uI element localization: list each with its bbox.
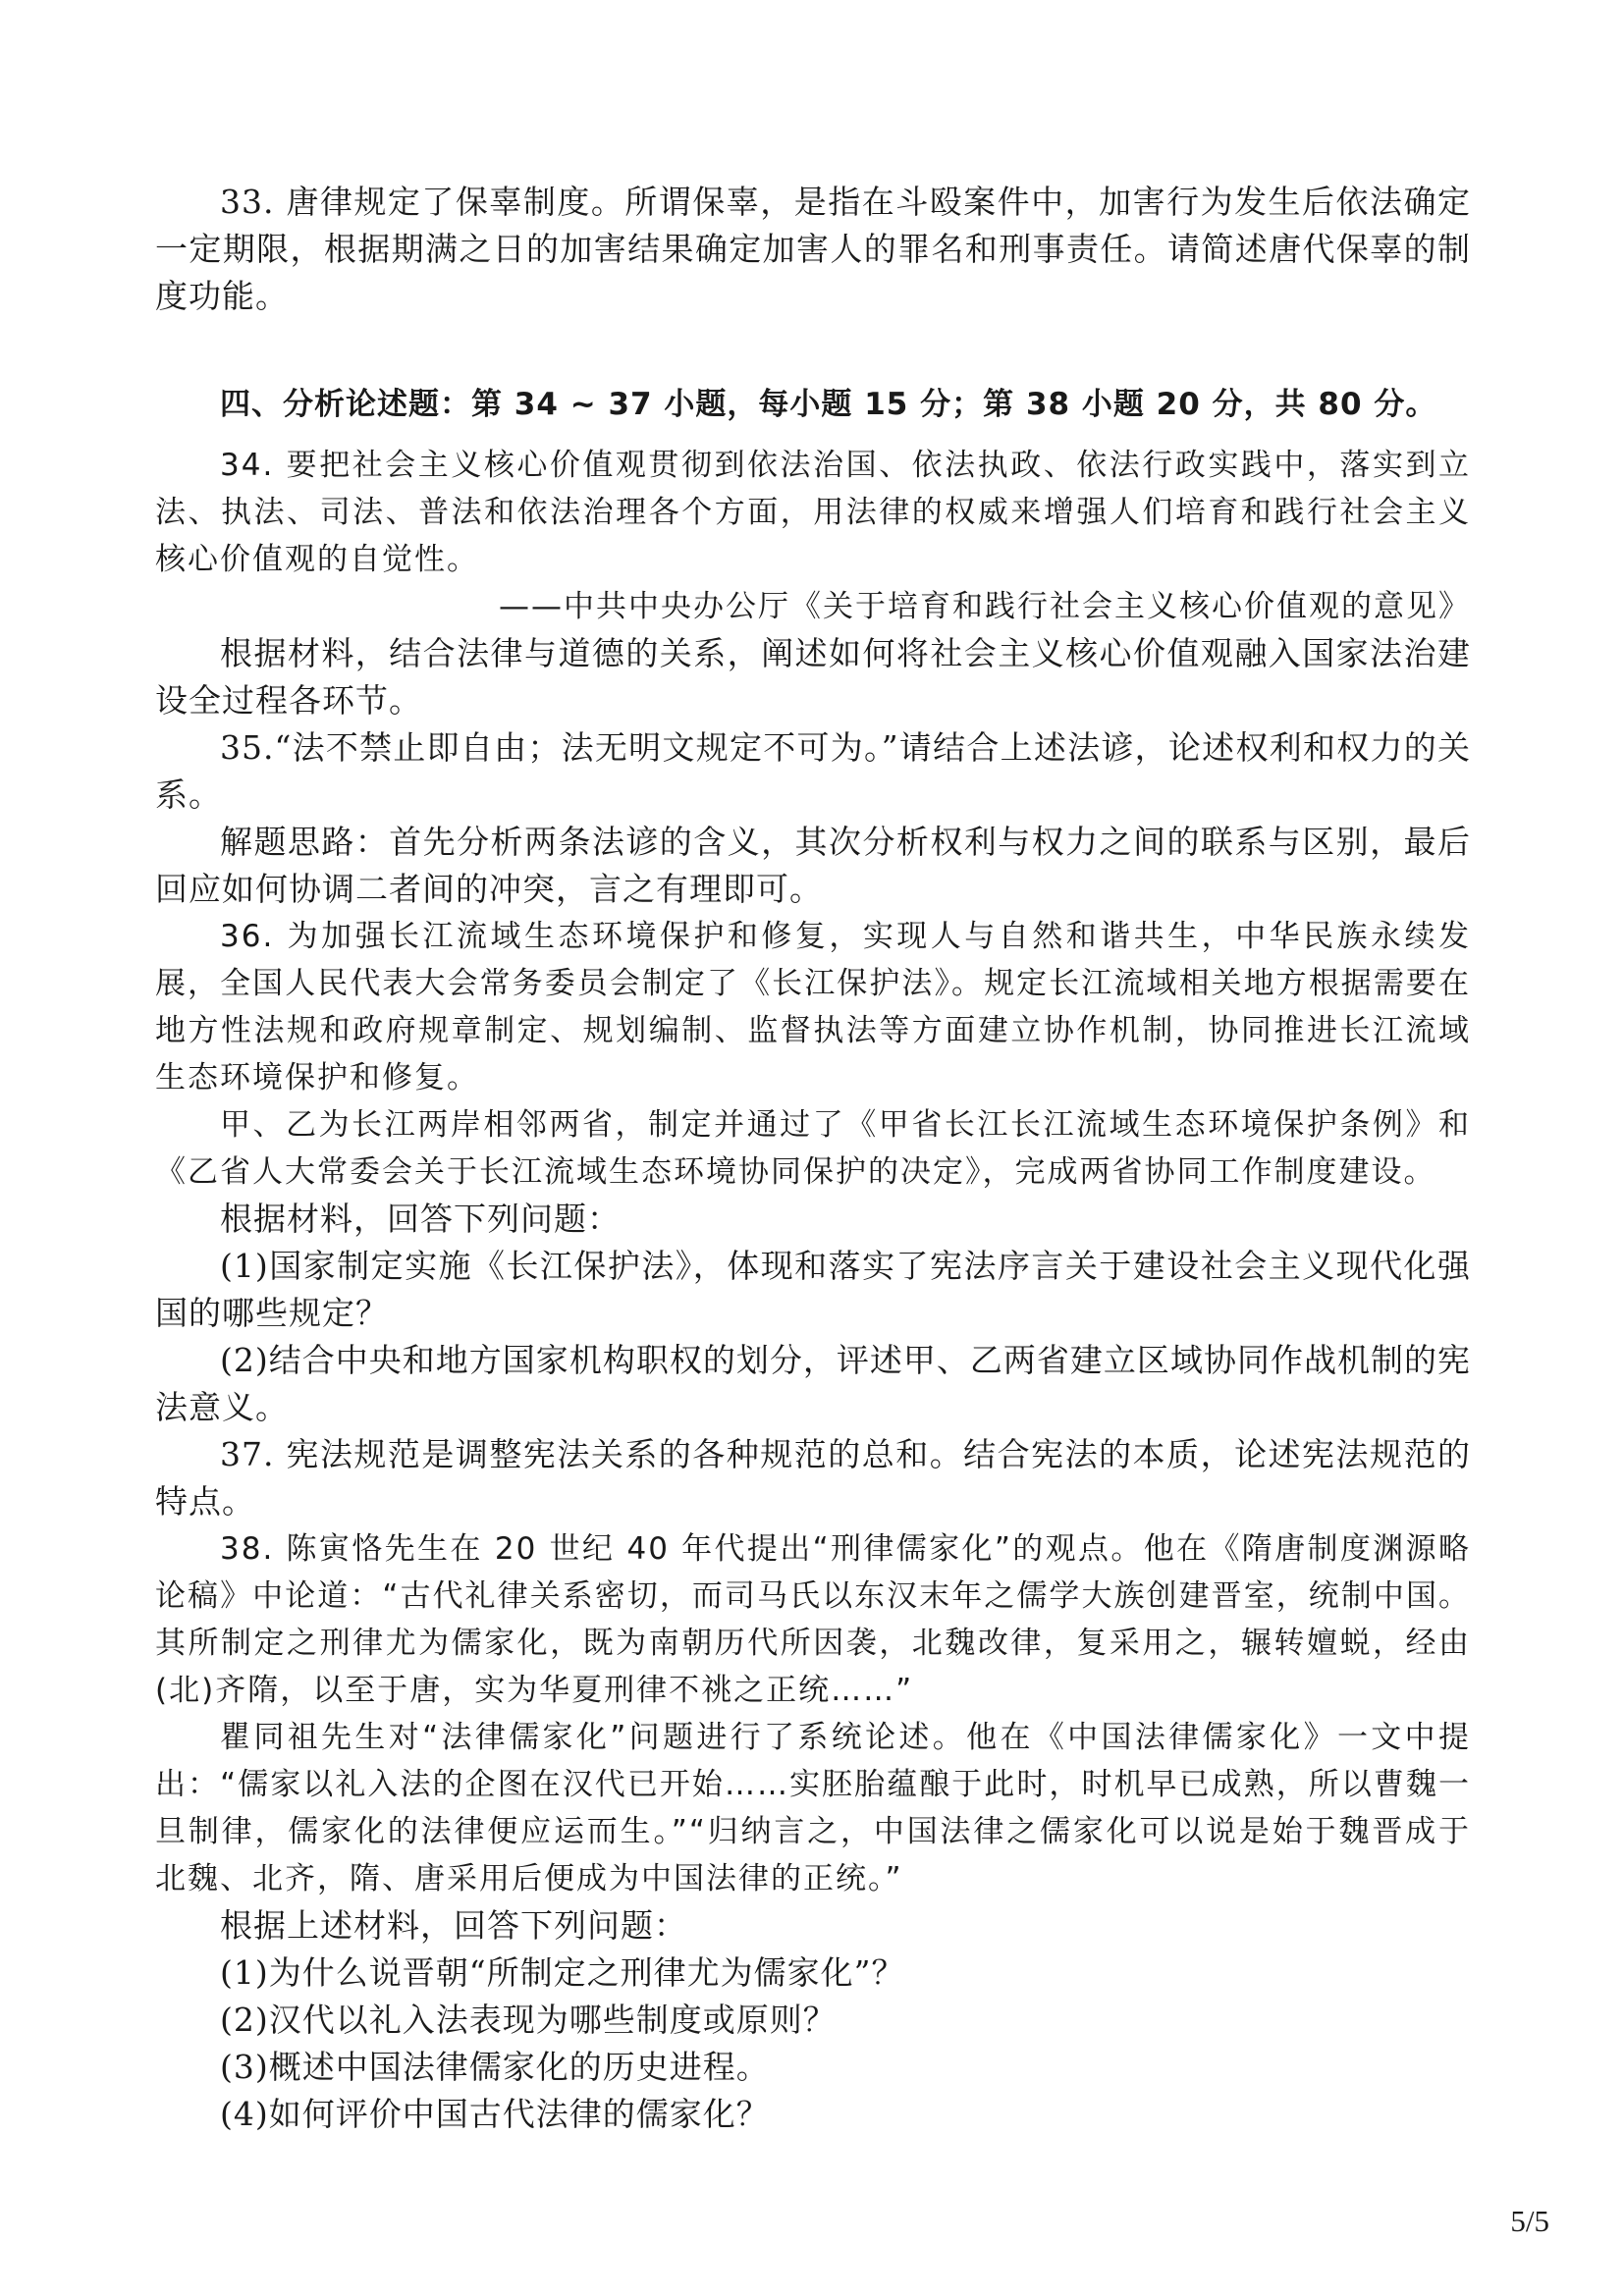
exam-page	[155, 179, 1471, 2138]
question-34-source: ——中共中央办公厅《关于培育和践行社会主义核心价值观的意见》	[499, 589, 1471, 624]
question-35: 35.“法不禁止即自由；法无明文规定不可为。”请结合上述法谚，论述权利和权力的关系。	[155, 728, 1471, 814]
section-heading: 四、分析论述题：第 34 ~ 37 小题，每小题 15 分；第 38 小题 20 分，共 80 分。	[220, 387, 1437, 422]
question-38-sub-4: (4)如何评价中国古代法律的儒家化？	[220, 2095, 770, 2133]
page-number: 5/5	[1510, 2204, 1549, 2238]
question-38-sub-3: (3)概述中国法律儒家化的历史进程。	[220, 2048, 770, 2086]
question-36-sub-1: (1)国家制定实施《长江保护法》，体现和落实了宪法序言关于建设社会主义现代化强国的哪些规定？	[155, 1247, 1471, 1332]
question-35-hint: 解题思路：首先分析两条法谚的含义，其次分析权利与权力之间的联系与区别，最后回应如何协调二者间的冲突，言之有理即可。	[155, 823, 1471, 908]
question-34-material: 34. 要把社会主义核心价值观贯彻到依法治国、依法执政、依法行政实践中，落实到立法、执法、司法、普法和依法治理各个方面，用法律的权威来增强人们培育和践行社会主义核心价值观的自觉性。	[155, 448, 1471, 577]
question-38-material-2: 瞿同祖先生对“法律儒家化”问题进行了系统论述。他在《中国法律儒家化》一文中提出：“儒家以礼入法的企图在汉代已开始……实胚胎蕴酿于此时，时机早已成熟，所以曹魏一旦制律，儒家化的法律便应运而生。”“归纳言之，中国法律之儒家化可以说是始于魏晋成于北魏、北齐，隋、唐采用后便成为中国法律的正统。”	[155, 1720, 1471, 1896]
question-36-material-2: 甲、乙为长江两岸相邻两省，制定并通过了《甲省长江长江流域生态环境保护条例》和《乙省人大常委会关于长江流域生态环境协同保护的决定》，完成两省协同工作制度建设。	[155, 1107, 1471, 1190]
question-38-prompt: 根据上述材料，回答下列问题：	[220, 1906, 687, 1945]
question-36-material-1: 36. 为加强长江流域生态环境保护和修复，实现人与自然和谐共生，中华民族永续发展，全国人民代表大会常务委员会制定了《长江保护法》。规定长江流域相关地方根据需要在地方性法规和政府规章制定、规划编制、监督执法等方面建立协作机制，协同推进长江流域生态环境保护和修复。	[155, 919, 1471, 1095]
question-38-sub-2: (2)汉代以礼入法表现为哪些制度或原则？	[220, 2001, 837, 2039]
question-37: 37. 宪法规范是调整宪法关系的各种规范的总和。结合宪法的本质，论述宪法规范的特点。	[155, 1435, 1471, 1521]
question-34-prompt: 根据材料，结合法律与道德的关系，阐述如何将社会主义核心价值观融入国家法治建设全过程各环节。	[155, 634, 1471, 720]
question-36-prompt: 根据材料，回答下列问题：	[220, 1200, 621, 1238]
question-38-material-1: 38. 陈寅恪先生在 20 世纪 40 年代提出“刑律儒家化”的观点。他在《隋唐制度渊源略论稿》中论道：“古代礼律关系密切，而司马氏以东汉末年之儒学大族创建晋室，统制中国。其所制定之刑律尤为儒家化，既为南朝历代所因袭，北魏改律，复采用之，辗转嬗蜕，经由(北)齐隋，以至于唐，实为华夏刑律不祧之正统……”	[155, 1531, 1471, 1708]
question-33: 33. 唐律规定了保辜制度。所谓保辜，是指在斗殴案件中，加害行为发生后依法确定一定期限，根据期满之日的加害结果确定加害人的罪名和刑事责任。请简述唐代保辜的制度功能。	[155, 183, 1471, 315]
question-36-sub-2: (2)结合中央和地方国家机构职权的划分，评述甲、乙两省建立区域协同作战机制的宪法意义。	[155, 1341, 1471, 1426]
question-38-sub-1: (1)为什么说晋朝“所制定之刑律尤为儒家化”？	[220, 1953, 905, 1992]
